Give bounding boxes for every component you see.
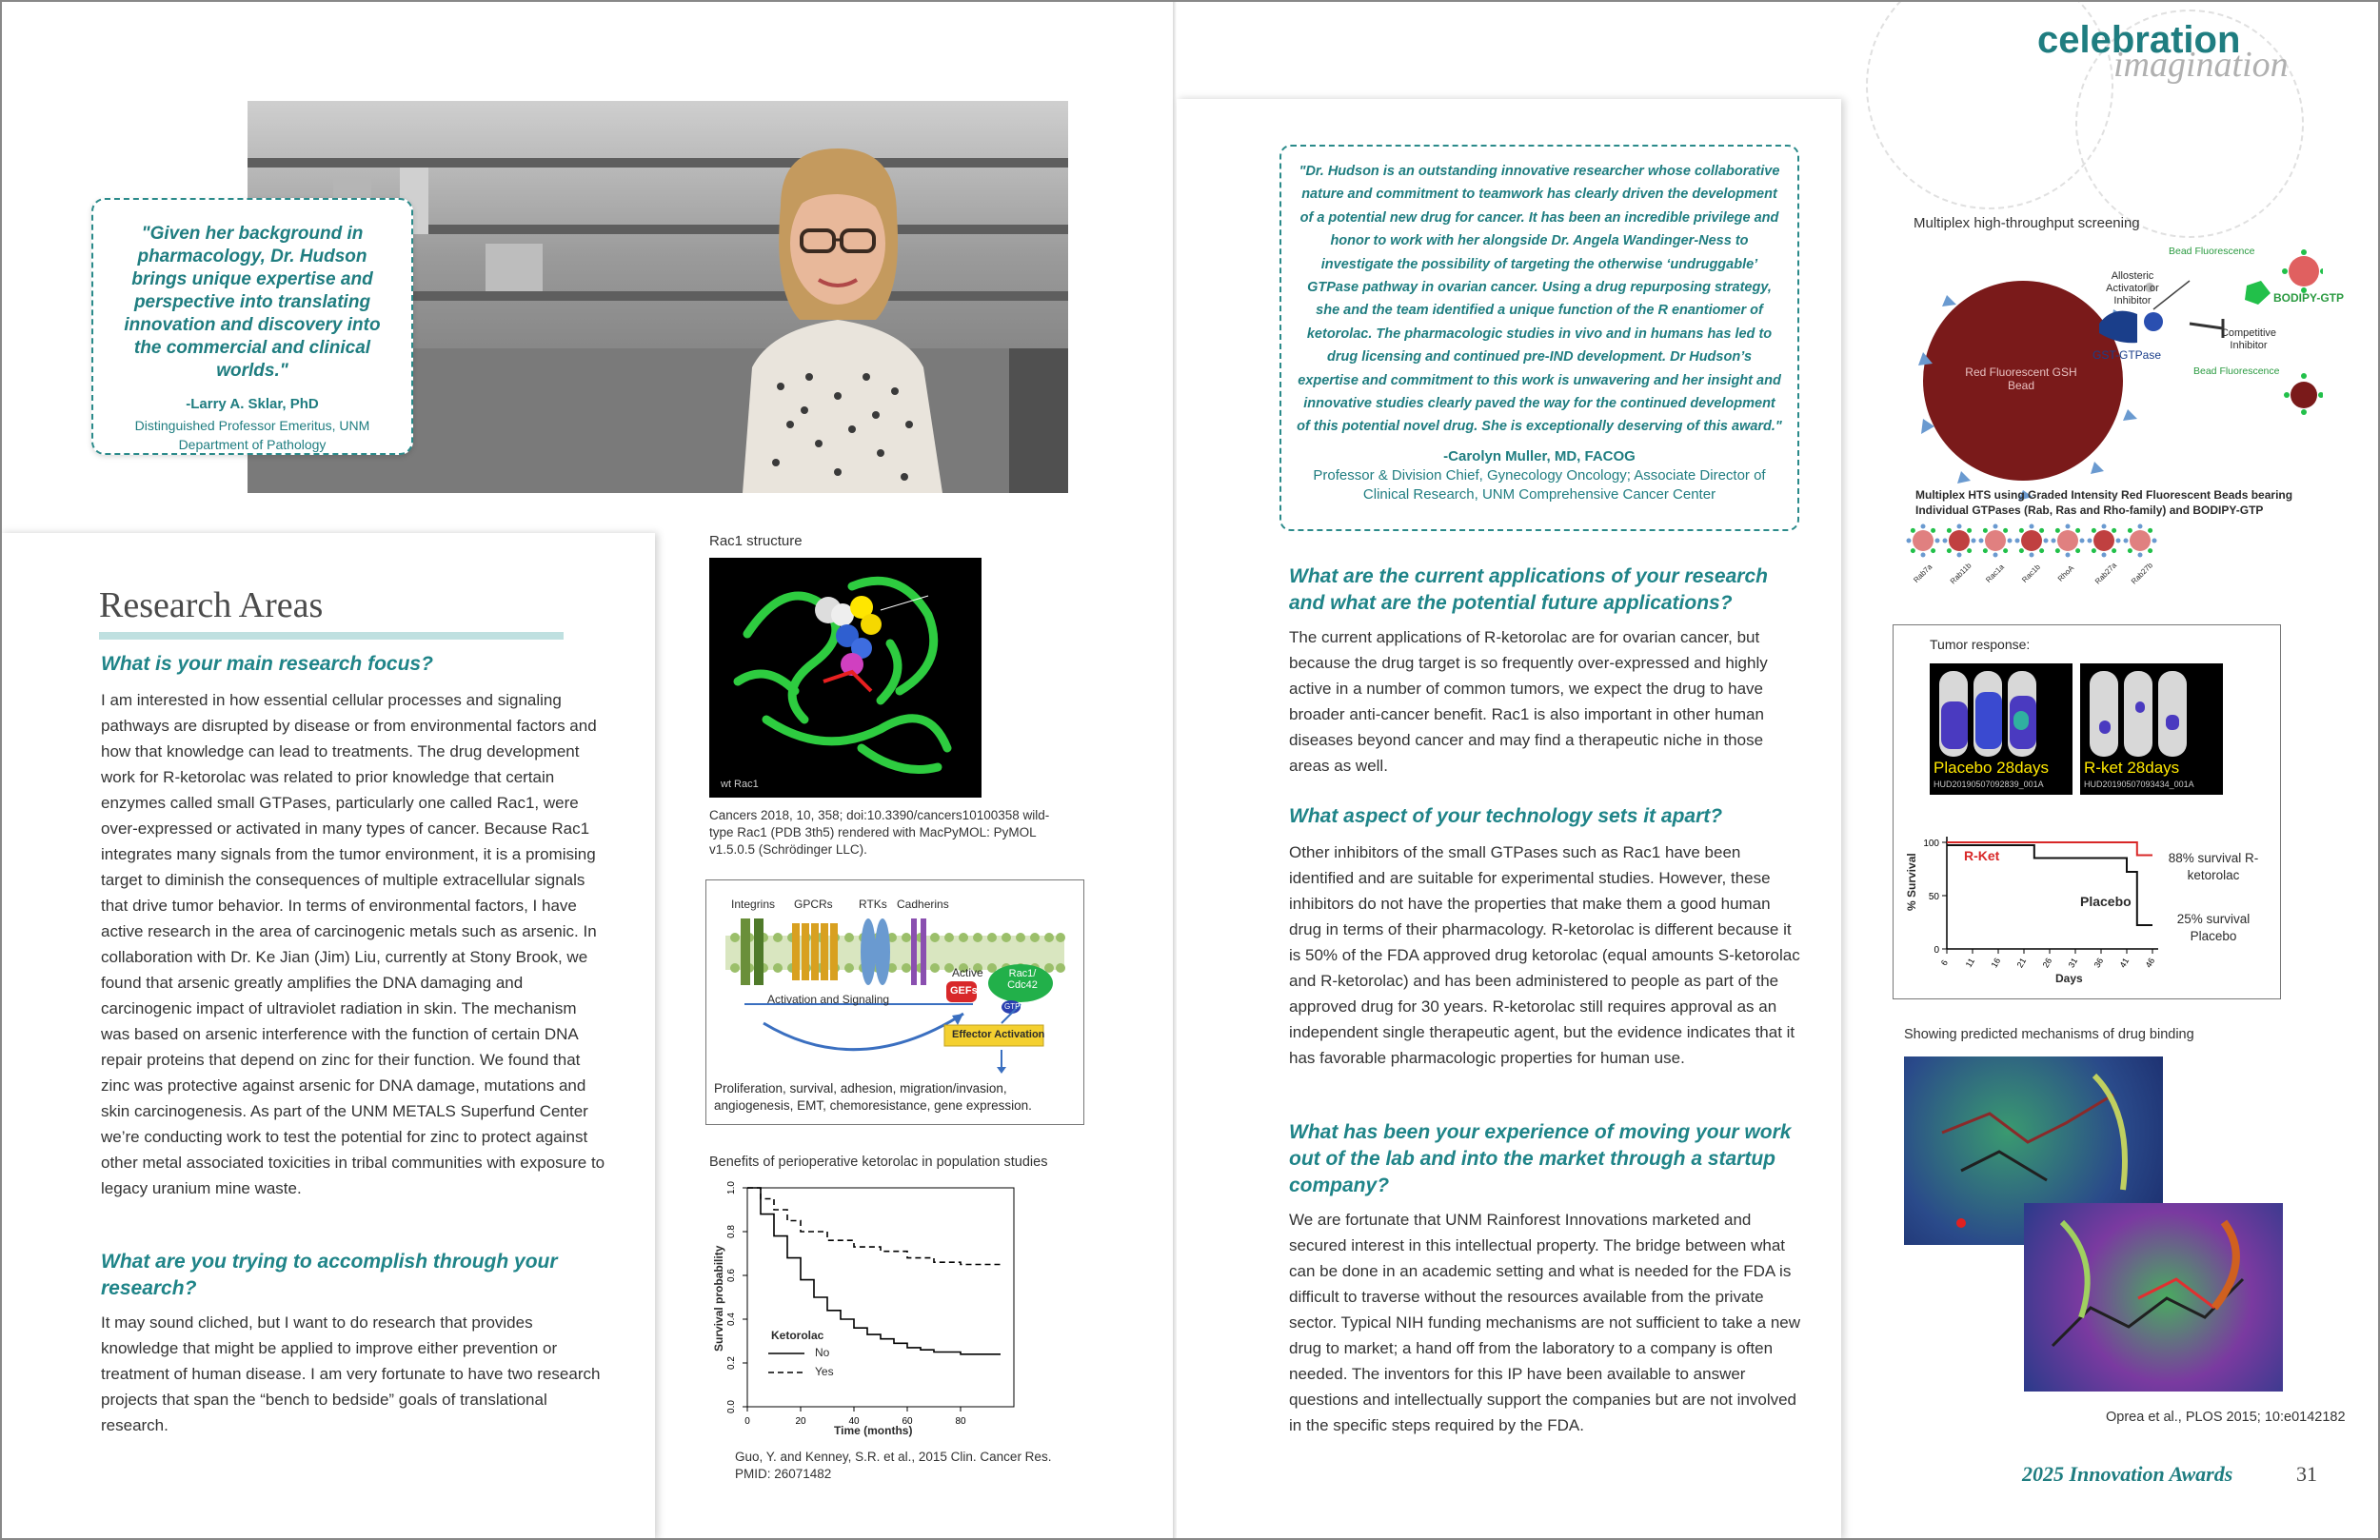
bead-dot bbox=[1957, 524, 1962, 529]
chart-legend-yes: Yes bbox=[815, 1365, 834, 1378]
figure-caption: Guo, Y. and Kenney, S.R. et al., 2015 Clin. Cancer Res. PMID: 26071482 bbox=[735, 1450, 1052, 1481]
tumor-image-id: HUD20190507093434_001A bbox=[2084, 780, 2194, 789]
pathway-active-label: Active bbox=[952, 966, 983, 979]
answer-text: I am interested in how essential cellular processes and signaling pathways are disrupted by disease or from environmental factors and how that knowledge can lead to treatments. The drug development work for R-ketorolac was related to prior knowledge that certain enzymes called small GTPases, particularly one called Rac1, were over-expressed or activated in many types of cancer. Because Rac1 integrates many signals from the tumor environment, it is a promising target to diminish the consequences of multiple extracellular signals that drive tumor behavior. In terms of environmental factors, I have active research in the area of carcinogenic metals such as arsenic. In collaboration with Dr. Ke Jian (Jim) Liu, currently at Stony Brook, we found that arsenic greatly amplifies the DNA damaging and carcinogenic impact of ultraviolet radiation in skin. The mechanism was based on arsenic interference with the function of certain DNA repair proteins that depend on zinc for their function. We found that zinc was protective against arsenic for DNA damage, mutations and skin carcinogenesis. As part of the UNM METALS Superfund Center we’re conducting work to test the potential for zinc to protect against other metal associated toxicities in tribal communities with exposure to legacy uranium mine waste. bbox=[101, 691, 605, 1197]
bead-icon bbox=[2093, 530, 2114, 551]
bead-dot bbox=[1993, 553, 1998, 558]
testimonial-quote-sklar bbox=[91, 198, 413, 455]
bead-icon bbox=[2021, 530, 2042, 551]
bead-dot bbox=[2152, 539, 2157, 543]
bead-dot bbox=[2128, 548, 2132, 553]
bead-label: Rab7a bbox=[1912, 562, 1934, 585]
bead-dot bbox=[1943, 539, 1948, 543]
bead-dot bbox=[2019, 528, 2024, 533]
pathway-label: GPCRs bbox=[794, 898, 833, 911]
x-tick-label: 21 bbox=[2014, 956, 2029, 970]
y-tick-label: 1.0 bbox=[726, 1181, 737, 1194]
bead-icon bbox=[1985, 530, 2006, 551]
pathway-effector-label: Effector Activation bbox=[952, 1029, 1045, 1040]
quote-author-role: Distinguished Professor Emeritus, UNM Department of Pathology bbox=[134, 418, 370, 452]
pathway-label: RTKs bbox=[859, 898, 887, 911]
hts-gst: GST-GTPase bbox=[2092, 348, 2162, 362]
chart-ylabel: Survival probability bbox=[712, 1245, 725, 1352]
bead-icon bbox=[1913, 530, 1934, 551]
bead-dot bbox=[2030, 524, 2034, 529]
hts-bead-center: Red Fluorescent GSH Bead bbox=[1965, 365, 2077, 392]
bead-label: Rab11b bbox=[1948, 561, 1973, 586]
y-tick-label: 0.2 bbox=[726, 1356, 737, 1370]
bead-dot bbox=[1921, 524, 1926, 529]
y-tick-label: 0 bbox=[1934, 945, 1939, 956]
bead-dot bbox=[2066, 553, 2071, 558]
bead-dot bbox=[1935, 539, 1940, 543]
answer-text: We are fortunate that UNM Rainforest Innovations marketed and secured interest in this intellectual property. The bridge between what can be done in an academic setting and what is needed for the FDA is difficult to traverse without the resources available from the private sector. Typical NIH funding mechanisms are not sufficient to take a new drug to market; a hand off from the laboratory to a company is often needed. The inventors for this IP have been available to answer questions and intellectually support the companies but are not involved in the specific steps required by the FDA. bbox=[1289, 1211, 1801, 1434]
x-tick-label: 40 bbox=[848, 1416, 860, 1427]
chart-xlabel: Days bbox=[2055, 972, 2083, 985]
answer-text: Other inhibitors of the small GTPases such as Rac1 have been identified and are suitable for experimental studies. However, these inhibitors do not have the properties that make them a good human drug in terms of their pharmacology. R-ketorolac is different because it is 50% of the FDA approved drug ketorolac (equal amounts S-ketorolac and R-ketorolac) and has been administered to people as part of the approved drug for 30 years. R-ketorolac still requires approval as an independent single therapeutic agent, but the evidence indicates that it has favorable pharmacologic properties for human use. bbox=[1289, 843, 1800, 1067]
pathway-label: Integrins bbox=[731, 898, 776, 911]
bead-label: Rab27a bbox=[2092, 561, 2119, 586]
rac1-inner-label: wt Rac1 bbox=[721, 779, 759, 790]
chart-legend-title: Ketorolac bbox=[771, 1329, 824, 1342]
quote-text: "Given her background in pharmacology, Dr. Hudson brings unique expertise and perspective into translating innovation and discovery into the commercial and clinical worlds." bbox=[124, 224, 381, 381]
researcher-figure bbox=[685, 139, 990, 493]
bead-dot bbox=[1979, 539, 1984, 543]
bead-dot bbox=[2003, 548, 2008, 553]
bead-dot bbox=[2075, 528, 2080, 533]
figure-caption: Oprea et al., PLOS 2015; 10:e0142182 bbox=[2106, 1410, 2346, 1425]
quote-text: "Dr. Hudson is an outstanding innovative researcher whose collaborative nature and commitment to teamwork has clearly driven the development of a potential new drug for cancer. It has been an incredible privilege and honor to work with her alongside Dr. Angela Wandinger-Ness to investigate the possibility of targeting the otherwise ‘undruggable’ GTPase pathway in ovarian cancer. Using a drug repurposing strategy, she and the team identified a unique function of the R enantiomer of ketorolac. The pharmacologic studies in vivo and in humans has led to drug licensing and continued pre-IND development. Dr Hudson’s expertise and commitment to this work is unwavering and her insight and innovative studies clearly paved the way for the continued development of this potential novel drug. She is exceptionally deserving of this award." bbox=[1297, 164, 1782, 435]
hts-competitive: Competitive Inhibitor bbox=[2220, 327, 2277, 351]
series-label-rket: R-Ket bbox=[1964, 848, 2000, 863]
tumor-image-text: Placebo 28days bbox=[1934, 759, 2049, 777]
bead-dot bbox=[1983, 548, 1988, 553]
stat-rket: 88% survival R-ketorolac bbox=[2168, 851, 2259, 882]
bead-dot bbox=[2039, 528, 2044, 533]
chart-xlabel: Time (months) bbox=[834, 1424, 913, 1437]
binding-image-2 bbox=[2024, 1203, 2283, 1392]
bead-dot bbox=[2080, 539, 2085, 543]
survival-chart bbox=[709, 1176, 1023, 1452]
bead-dot bbox=[2128, 528, 2132, 533]
y-tick-label: 0.0 bbox=[726, 1400, 737, 1413]
bead-icon bbox=[1949, 530, 1970, 551]
x-tick-label: 80 bbox=[955, 1416, 966, 1427]
question-heading: What has been your experience of moving your work out of the lab and into the market through a startup company? bbox=[1289, 1121, 1792, 1196]
bead-label: Rab27b bbox=[2129, 561, 2155, 586]
hts-bead-fluor-bottom: Bead Fluorescence bbox=[2193, 365, 2280, 377]
figure-label: Benefits of perioperative ketorolac in population studies bbox=[709, 1155, 1048, 1170]
bead-dot bbox=[2148, 528, 2152, 533]
pathway-label: Cadherins bbox=[897, 898, 949, 911]
bead-dot bbox=[2092, 548, 2096, 553]
bead-icon bbox=[2057, 530, 2078, 551]
answer-text: The current applications of R-ketorolac are for ovarian cancer, but because the drug target is so frequently over-expressed and highly active in a number of common tumors, we expect the drug to have broader anti-cancer benefit. Rac1 is also important in other human diseases beyond cancer and may find a therapeutic niche in those areas as well. bbox=[1289, 628, 1768, 775]
quote-author-role: Professor & Division Chief, Gynecology Oncology; Associate Director of Clinical Research, UNM Comprehensive Cancer Center bbox=[1313, 466, 1766, 503]
chart-legend-no: No bbox=[815, 1346, 830, 1359]
section-title: Research Areas bbox=[99, 585, 324, 625]
bead-dot bbox=[1957, 553, 1962, 558]
header-word-imagination: imagination bbox=[2113, 45, 2289, 85]
x-tick-label: 41 bbox=[2117, 956, 2132, 970]
pathway-rac-label: Rac1/ Cdc42 bbox=[1007, 968, 1038, 991]
y-tick-label: 100 bbox=[1923, 839, 1939, 849]
x-tick-label: 26 bbox=[2040, 956, 2054, 970]
x-tick-label: 60 bbox=[902, 1416, 913, 1427]
bead-dot bbox=[2088, 539, 2092, 543]
figure-label: Rac1 structure bbox=[709, 533, 803, 549]
hts-allosteric: Allosteric Activator or Inhibitor bbox=[2106, 270, 2159, 306]
bead-dot bbox=[2102, 553, 2107, 558]
figure-label: Tumor response: bbox=[1930, 637, 2031, 652]
bead-dot bbox=[1993, 524, 1998, 529]
question-heading: What are the current applications of your research and what are the potential future applications? bbox=[1289, 565, 1768, 614]
bead-dot bbox=[2102, 524, 2107, 529]
bead-dot bbox=[2116, 539, 2121, 543]
y-tick-label: 0.4 bbox=[726, 1313, 737, 1326]
y-tick-label: 50 bbox=[1928, 892, 1939, 902]
bead-dot bbox=[2044, 539, 2049, 543]
pathway-gefs-label: GEFs bbox=[950, 985, 978, 997]
bead-dot bbox=[2039, 548, 2044, 553]
bead-dot bbox=[2124, 539, 2129, 543]
stat-placebo: 25% survival Placebo bbox=[2176, 912, 2251, 943]
bead-dot bbox=[1947, 548, 1952, 553]
bead-dot bbox=[1972, 539, 1976, 543]
plot-frame bbox=[747, 1188, 1014, 1407]
bead-dot bbox=[2138, 553, 2143, 558]
x-tick-label: 31 bbox=[2066, 956, 2080, 970]
x-tick-label: 11 bbox=[1963, 956, 1977, 970]
figure-label: Showing predicted mechanisms of drug binding bbox=[1904, 1027, 2194, 1042]
hts-bodipy: BODIPY-GTP bbox=[2273, 291, 2345, 305]
pathway-gtp-label: GTP bbox=[1004, 1002, 1021, 1011]
chart-ylabel: % Survival bbox=[1905, 853, 1918, 911]
bead-dot bbox=[1907, 539, 1912, 543]
bead-dot bbox=[2092, 528, 2096, 533]
bead-dot bbox=[2075, 548, 2080, 553]
tumor-image-id: HUD20190507092839_001A bbox=[1934, 780, 2044, 789]
header-word-celebration: celebration bbox=[2037, 19, 2241, 61]
bead-dot bbox=[2019, 548, 2024, 553]
bead-icon bbox=[2130, 530, 2151, 551]
hts-bead-fluor-top: Bead Fluorescence bbox=[2169, 246, 2255, 257]
x-tick-label: 20 bbox=[795, 1416, 806, 1427]
bead-dot bbox=[1911, 528, 1915, 533]
x-tick-label: 16 bbox=[1989, 956, 2003, 970]
bead-dot bbox=[1931, 528, 1935, 533]
quote-author: -Larry A. Sklar, PhD bbox=[186, 396, 319, 412]
x-tick-label: 0 bbox=[744, 1416, 750, 1427]
bead-dot bbox=[2148, 548, 2152, 553]
bead-dot bbox=[2055, 548, 2060, 553]
bead-label: RhoA bbox=[2055, 563, 2076, 583]
pathway-caption: Proliferation, survival, adhesion, migration/invasion, angiogenesis, EMT, chemoresistance, gene expression. bbox=[714, 1081, 1032, 1113]
x-tick-label: 46 bbox=[2143, 956, 2157, 970]
tumor-response-figure bbox=[1893, 624, 2281, 999]
bead-dot bbox=[1967, 548, 1972, 553]
question-heading: What aspect of your technology sets it apart? bbox=[1289, 805, 1723, 827]
bead-dot bbox=[2138, 524, 2143, 529]
bead-dot bbox=[1983, 528, 1988, 533]
testimonial-quote-muller bbox=[1279, 145, 1799, 531]
tumor-image-text: R-ket 28days bbox=[2084, 759, 2180, 777]
bead-dot bbox=[1947, 528, 1952, 533]
bead-dot bbox=[2112, 528, 2116, 533]
page-number: 31 bbox=[2296, 1462, 2317, 1486]
figure-label: Multiplex high-throughput screening bbox=[1914, 215, 2140, 231]
bead-label: Rac1a bbox=[1984, 563, 2006, 584]
bead-dot bbox=[2112, 548, 2116, 553]
question-heading: What is your main research focus? bbox=[101, 653, 433, 675]
quote-author: -Carolyn Muller, MD, FACOG bbox=[1443, 447, 1636, 464]
bead-dot bbox=[1931, 548, 1935, 553]
bead-dot bbox=[2015, 539, 2020, 543]
bead-dot bbox=[1921, 553, 1926, 558]
bead-dot bbox=[2066, 524, 2071, 529]
y-tick-label: 0.8 bbox=[726, 1225, 737, 1238]
x-tick-label: 6 bbox=[1938, 958, 1950, 968]
bead-dot bbox=[2008, 539, 2013, 543]
x-tick-label: 36 bbox=[2092, 956, 2106, 970]
bead-label: Rac1b bbox=[2020, 563, 2042, 584]
question-heading: What are you trying to accomplish through your research? bbox=[101, 1251, 558, 1299]
signaling-pathway-figure bbox=[705, 879, 1084, 1125]
bead-dot bbox=[2003, 528, 2008, 533]
pathway-activation-label: Activation and Signaling bbox=[767, 993, 890, 1006]
bead-dot bbox=[2052, 539, 2056, 543]
series-label-placebo: Placebo bbox=[2080, 894, 2132, 909]
rac1-structure-image bbox=[709, 558, 982, 798]
answer-text: It may sound cliched, but I want to do research that provides knowledge that might be applied to improve either prevention or treatment of human disease. I am very fortunate to have two research projects that span the “bench to bedside” goals of translational research. bbox=[101, 1313, 601, 1434]
bead-dot bbox=[1911, 548, 1915, 553]
figure-caption: Cancers 2018, 10, 358; doi:10.3390/cancers10100358 wild-type Rac1 (PDB 3th5) rendered with MacPyMOL: PyMOL v1.5.0.5 (Schrödinger LLC). bbox=[709, 808, 1050, 857]
footer-award: 2025 Innovation Awards bbox=[2022, 1462, 2233, 1486]
bead-dot bbox=[2030, 553, 2034, 558]
y-tick-label: 0.6 bbox=[726, 1269, 737, 1282]
bead-dot bbox=[2055, 528, 2060, 533]
hts-caption: Multiplex HTS using Graded Intensity Red Fluorescent Beads bearing Individual GTPases (Rab, Ras and Rho-family) and BODIPY-GTP bbox=[1915, 488, 2293, 517]
bead-dot bbox=[1967, 528, 1972, 533]
title-underline bbox=[99, 632, 564, 640]
series-line-yes bbox=[747, 1188, 1001, 1265]
